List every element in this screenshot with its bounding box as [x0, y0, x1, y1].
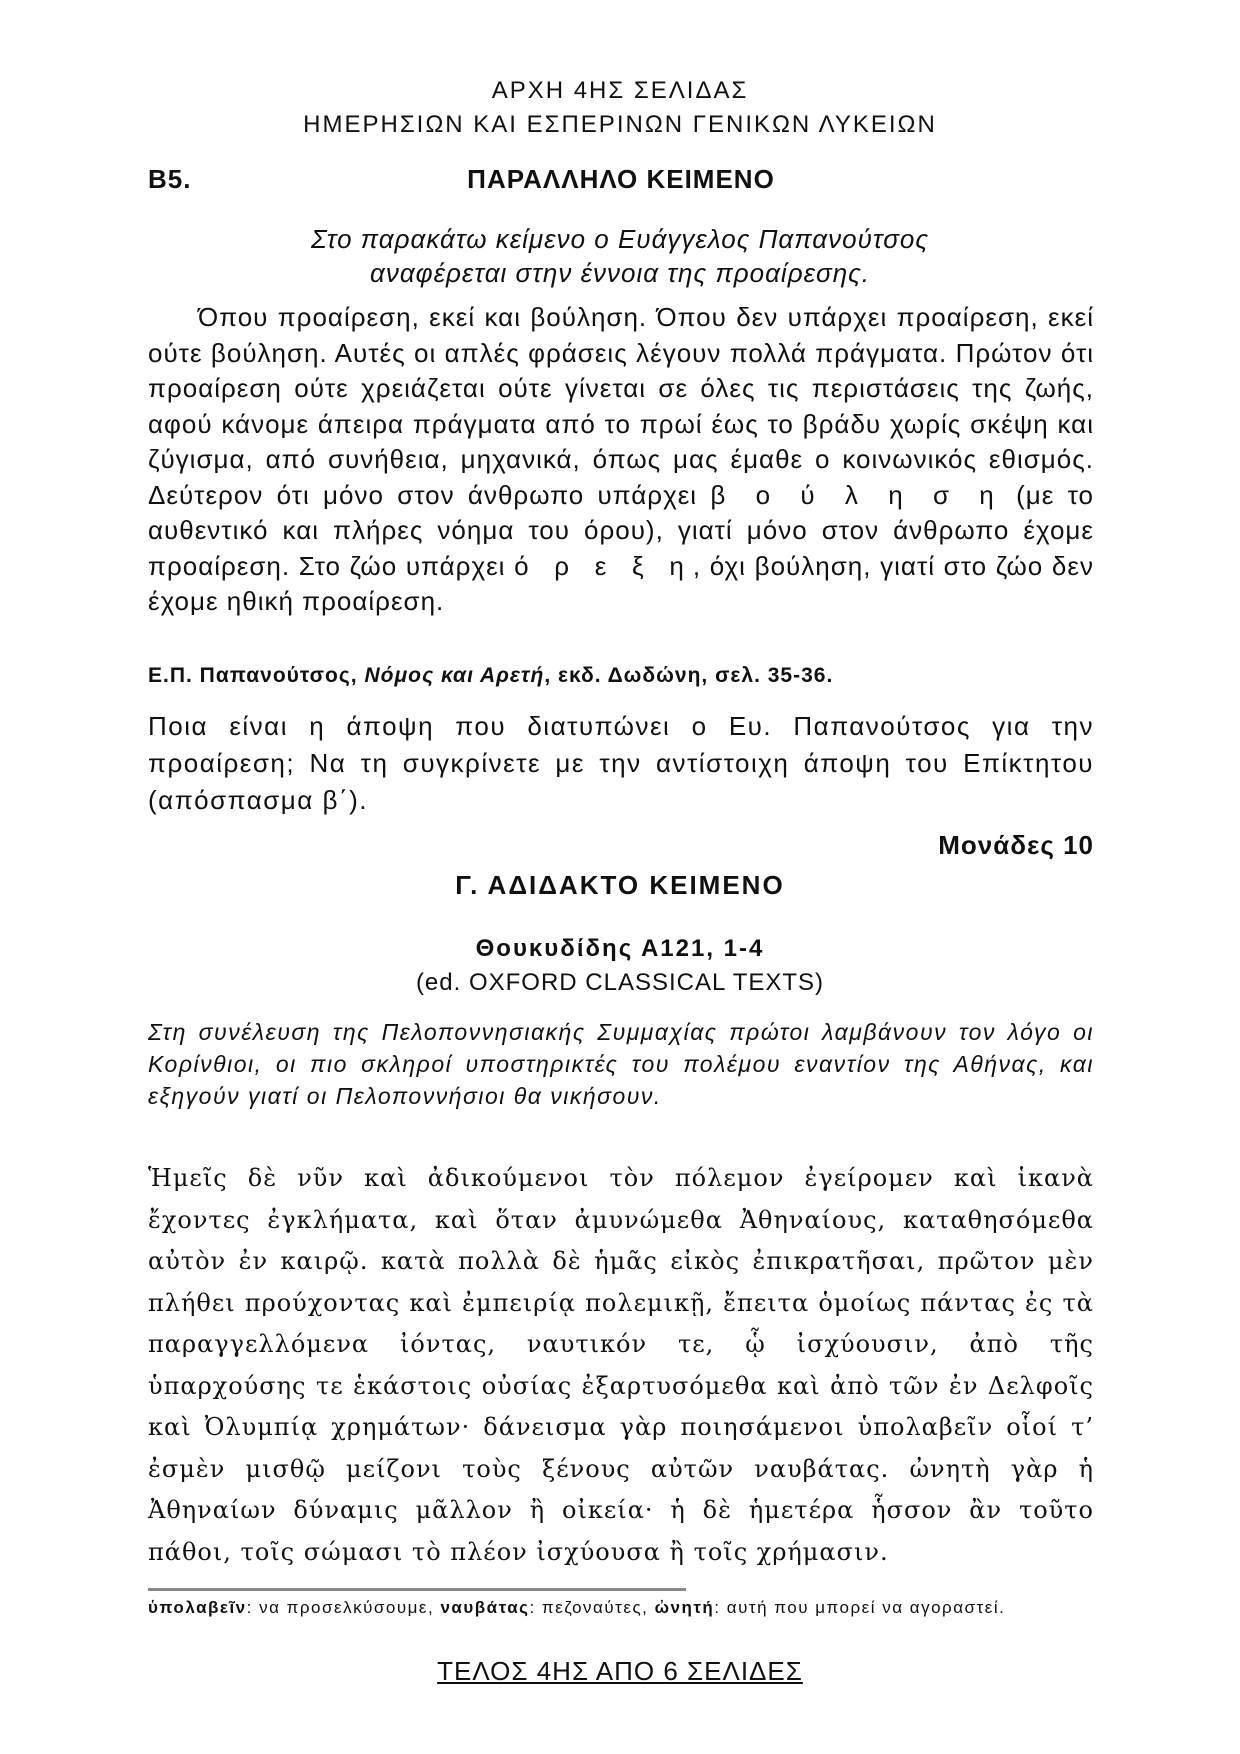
header-school-type: ΗΜΕΡΗΣΙΩΝ ΚΑΙ ΕΣΠΕΡΙΝΩΝ ΓΕΝΙΚΩΝ ΛΥΚΕΙΩΝ: [303, 111, 937, 138]
section-b5-intro: [0, 222, 1240, 290]
gloss-def-2: : πεζοναύτες,: [529, 1598, 649, 1617]
section-b5-title: ΠΑΡΑΛΛΗΛΟ ΚΕΙΜΕΝΟ: [467, 164, 775, 194]
footer-end-marker: ΤΕΛΟΣ 4ΗΣ ΑΠΟ 6 ΣΕΛΙΔΕΣ: [437, 1656, 803, 1686]
source-citation: [148, 664, 1094, 688]
gloss-term-1: ὑπολαβεῖν: [148, 1598, 247, 1617]
gloss-term-3: ὠνητή: [654, 1598, 715, 1617]
intro-line-1: Στο παρακάτω κείμενο ο Ευάγγελος Παπανούτσος: [310, 224, 930, 254]
intro-line-2: αναφέρεται στην έννοια της προαίρεσης.: [369, 258, 871, 288]
page-footer: [0, 1656, 1240, 1687]
unseen-text-source: [0, 932, 1240, 1000]
ancient-greek-passage: Ἡμεῖς δὲ νῦν καὶ ἀδικούμενοι τὸν πόλεμον ἐγείρομεν καὶ ἱκανὰ ἔχοντες ἐγκλήματα, καὶ ὅταν ἀμυνώμεθα Ἀθηναίους, καταθησόμεθα αὐτὸν ἐν καιρῷ. κατὰ πολλὰ δὲ ἡμᾶς εἰκὸς ἐπικρατῆσαι, πρῶτον μὲν πλήθει προύχοντας καὶ ἐμπειρίᾳ πολεμικῇ, ἔπειτα ὁμοίως πάντας ἐς τὰ παραγγελλόμενα ἰόντας, ναυτικόν τε, ᾧ ἰσχύουσιν, ἀπὸ τῆς ὑπαρχούσης τε ἑκάστοις οὐσίας ἐξαρτυσόμεθα καὶ ἀπὸ τῶν ἐν Δελφοῖς καὶ Ὀλυμπίᾳ χρημάτων· δάνεισμα γὰρ ποιησάμενοι ὑπολαβεῖν οἷοί τ’ ἐσμὲν μισθῷ μείζονι τοὺς ξένους αὐτῶν ναυβάτας. ὠνητὴ γὰρ ἡ Ἀθηναίων δύναμις μᾶλλον ἢ οἰκεία· ἡ δὲ ἡμετέρα ἧσσον ἂν τοῦτο πάθοι, τοῖς σώμασι τὸ πλέον ἰσχύουσα ἢ τοῖς χρήμασιν.: [148, 1164, 1094, 1566]
source-title: Θουκυδίδης Α121, 1-4: [475, 935, 765, 962]
source-edition: (ed. OXFORD CLASSICAL TEXTS): [415, 969, 825, 996]
parallel-text-part-2: (με το αυθεντικό και πλήρες νόημα του όρου), γιατί μόνο στον άνθρωπο έχομε προαίρεση. Στο ζώο υπάρχει: [148, 479, 1094, 581]
footnote-divider: [148, 1588, 686, 1591]
emphasis-appetite: ό ρ ε ξ η: [514, 550, 693, 581]
unseen-text-intro: Στη συνέλευση της Πελοποννησιακής Συμμαχίας πρώτοι λαμβάνουν τον λόγο οι Κορίνθιοι, οι πιο σκληροί υποστηρικτές του πολέμου εναντίον της Αθήνας, και εξηγούν γιατί οι Πελοποννήσιοι θα νικήσουν.: [148, 1019, 1094, 1109]
page-header: [0, 74, 1240, 142]
parallel-text-part-1: Όπου προαίρεση, εκεί και βούληση. Όπου δεν υπάρχει προαίρεση, εκεί ούτε βούληση. Αυτές οι απλές φράσεις λέγουν πολλά πράγματα. Πρώτον ότι προαίρεση ούτε χρειάζεται ούτε γίνεται σε όλες τις περιστάσεις της ζωής, αφού κάνομε άπειρα πράγματα από το πρωί έως το βράδυ χωρίς σκέψη και ζύγισμα, από συνήθεια, μηχανικά, όπως μας έμαθε ο κοινωνικός εθισμός. Δεύτερον ότι μόνο στον άνθρωπο υπάρχει: [148, 302, 1094, 510]
gloss-def-1: : να προσελκύσουμε,: [246, 1598, 435, 1617]
b5-question: Ποια είναι η άποψη που διατυπώνει ο Ευ. Παπανούτσος για την προαίρεση; Να τη συγκρίνετε με την αντίστοιχη άποψη του Επίκτητου (απόσπασμα β΄).: [148, 711, 1094, 815]
b5-units: Μονάδες 10: [938, 830, 1094, 860]
parallel-text-paragraph: [148, 300, 1094, 620]
gloss-term-2: ναυβάτας: [440, 1598, 530, 1617]
section-b5-label: Β5.: [148, 164, 192, 194]
glossary-footnote: [148, 1596, 1094, 1620]
section-b5-heading: [148, 164, 1094, 200]
citation-publisher: , εκδ. Δωδώνη, σελ. 35-36.: [544, 664, 834, 687]
section-g-title: Γ. ΑΔΙΔΑΚΤΟ ΚΕΙΜΕΝΟ: [455, 870, 785, 900]
gloss-def-3: : αυτή που μπορεί να αγοραστεί.: [714, 1598, 1006, 1617]
parallel-text-part-3: , όχι βούληση, γιατί στο ζώο δεν έχομε ηθική προαίρεση.: [148, 550, 1094, 616]
emphasis-will: β ο ύ λ η σ η: [710, 479, 1003, 510]
citation-author: Ε.Π. Παπανούτσος,: [148, 664, 358, 687]
header-page-marker: ΑΡΧΗ 4ΗΣ ΣΕΛΙΔΑΣ: [491, 77, 749, 104]
citation-work-title: Νόμος και Αρετή: [364, 664, 545, 687]
